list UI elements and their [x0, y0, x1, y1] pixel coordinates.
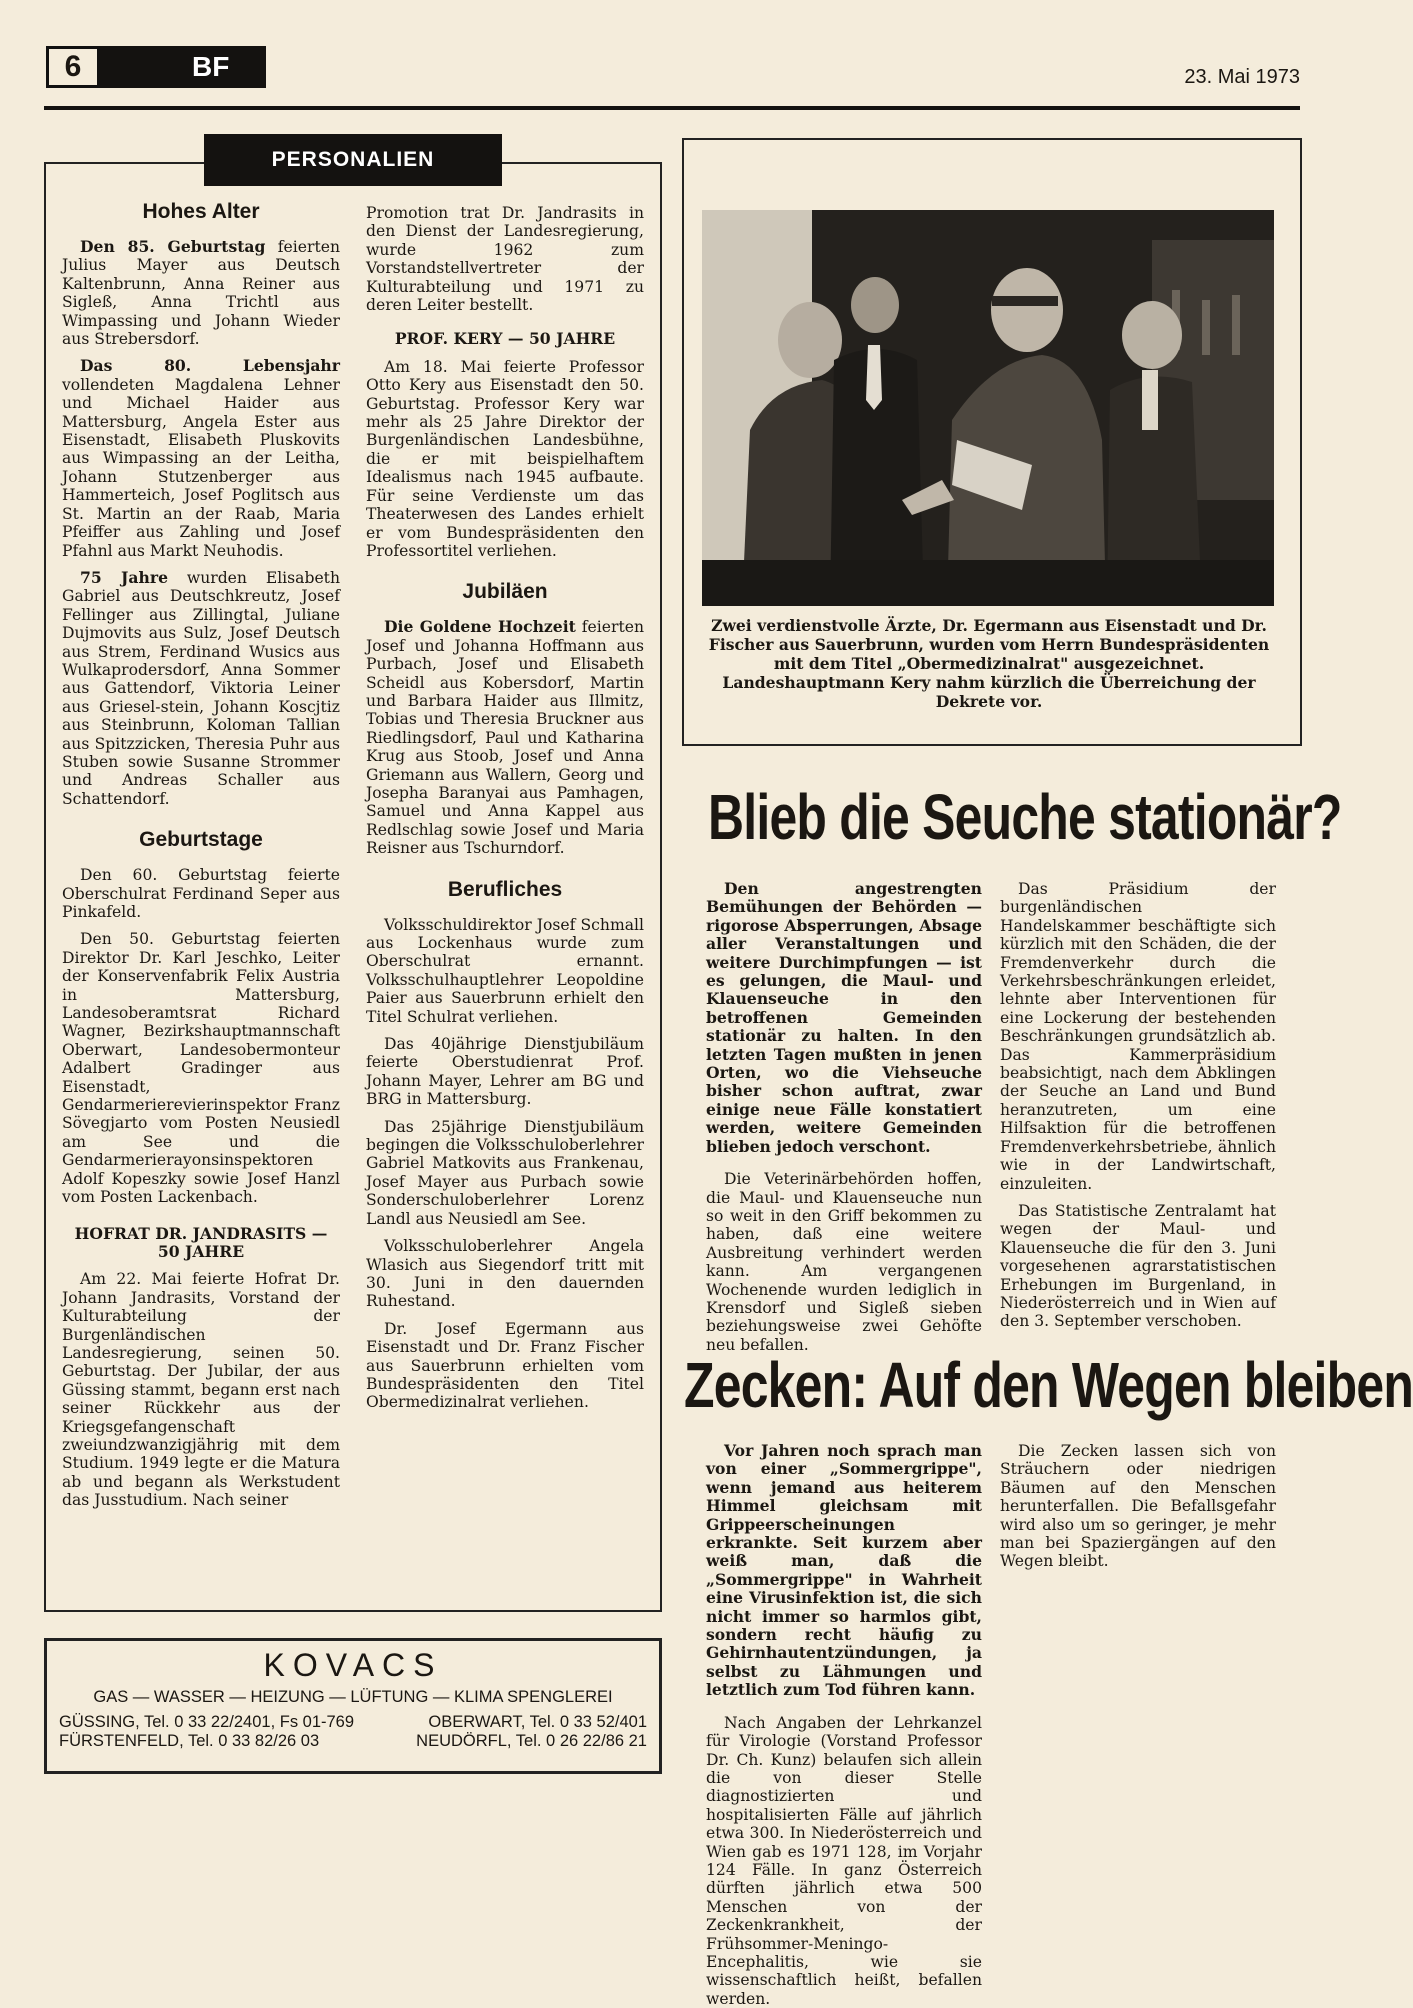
paragraph: Den 85. Geburtstag feierten Julius Mayer aus Deutsch Kaltenbrunn, Anna Reiner aus Sigleß, Anna Trichtl aus Wimpassing und Johann Wieder aus Strebersdorf. — [62, 237, 340, 349]
paragraph: Am 22. Mai feierte Hofrat Dr. Johann Jandrasits, Vorstand der Kulturabteilung der Burgenländischen Landesregierung, seinen 50. Geburtstag. Der Jubilar, der aus Güssing stammt, begann erst nach seiner Rückkehr aus der Kriegsgefangenschaft zweiundzwanzigjährig mit dem Studium. 1949 legte er die Matura ab und begann als Werkstudent das Jusstudium. Nach seiner — [62, 1270, 340, 1510]
zecken-column-2 — [1000, 1442, 1276, 1571]
paragraph: Am 18. Mai feierte Professor Otto Kery aus Eisenstadt den 50. Geburtstag. Professor Kery war mehr als 25 Jahre Direktor der Burgenländischen Landesbühne, die er mit beispielhaftem Idealismus nach 1945 aufbaute. Für seine Verdienste um das Theaterwesen des Landes erhielt er vom Bundespräsidenten den Professortitel verliehen. — [366, 357, 644, 560]
paragraph: Den 50. Geburtstag feierten Direktor Dr. Karl Jeschko, Leiter der Konservenfabrik Felix Austria in Mattersburg, Landesoberamtsrat Richard Wagner, Bezirkshauptmannschaft Oberwart, Landesobermonteur Adalbert Gradinger aus Eisenstadt, Gendarmerierevierinspektor Franz Sövegjarto vom Posten Neusiedl am See und die Gendarmerierayonsinspektoren Adolf Kopeszky sowie Josef Hanzl vom Posten Lackenbach. — [62, 930, 340, 1207]
seuche-column-2 — [1000, 880, 1276, 1331]
kovacs-ad — [44, 1638, 662, 1774]
paragraph: Das 40jährige Dienstjubiläum feierte Oberstudienrat Prof. Johann Mayer, Lehrer am BG und BRG in Mattersburg. — [366, 1035, 644, 1109]
heading-berufliches: Berufliches — [447, 877, 563, 901]
paragraph: Die Zecken lassen sich von Sträuchern oder niedrigen Bäumen auf den Menschen herunterfallen. Die Befallsgefahr wird also um so geringer, je mehr man bei Spaziergängen auf den Wegen bleibt. — [1000, 1442, 1276, 1571]
zecken-column-1 — [706, 1442, 982, 2008]
paragraph: Das Präsidium der burgenländischen Handelskammer beschäftigte sich kürzlich mit den Schäden, die der Fremdenverkehr durch die Verkehrsbeschränkungen erleidet, lehnte aber Interventionen für eine Lockerung der bestehenden Beschränkungen grundsätzlich ab. Das Kammerpräsidium beabsichtigt, nach dem Abklingen der Seuche an Land und Bund heranzutreten, um eine Hilfsaktion für die betroffenen Fremdenverkehrsbetriebe, ähnlich wie in der Landwirtschaft, einzuleiten. — [1000, 880, 1276, 1193]
seuche-headline: Blieb die Seuche stationär? — [708, 781, 1342, 853]
heading-jandrasits: HOFRAT DR. JANDRASITS — 50 JAHRE — [74, 1223, 328, 1261]
heading-jubilaeen: Jubiläen — [462, 580, 548, 604]
personalien-column-2 — [366, 204, 644, 1412]
heading-hohes-alter: Hohes Alter — [142, 200, 260, 223]
paragraph: Den 60. Geburtstag feierte Oberschulrat Ferdinand Seper aus Pinkafeld. — [62, 866, 340, 921]
zecken-lead: Vor Jahren noch sprach man von einer „Sommergrippe", wenn jemand aus heiterem Himmel gleichsam mit Grippeerscheinungen erkrankte. Seit kurzem aber weiß man, daß die „Sommergrippe" in Wahrheit eine Virusinfektion ist, die sich nicht immer so harmlos gibt, sondern recht häufig zu Gehirnhautentzündungen, ja selbst zu Lähmungen und letztlich zum Tod führen kann. — [706, 1441, 982, 1700]
seuche-lead: Den angestrengten Bemühungen der Behörden — rigorose Absperrungen, Absage aller Veranstaltungen und weitere Durchimpfungen — ist es gelungen, die Maul- und Klauenseuche in den betroffenen Gemeinden stationär zu halten. In den letzten Tagen mußten in jenen Orten, wo die Viehseuche bisher schon auftrat, zwar einige neue Fälle konstatiert werden, weitere Gemeinden blieben jedoch verschont. — [706, 879, 982, 1156]
ad-services: GAS — WASSER — HEIZUNG — LÜFTUNG — KLIMA SPENGLEREI — [93, 1688, 613, 1706]
ad-line-1 — [47, 1713, 659, 1732]
header-rule — [44, 106, 1300, 110]
photo-caption: Zwei verdienstvolle Ärzte, Dr. Egermann aus Eisenstadt und Dr. Fischer aus Sauerbrunn, wurden vom Herrn Bundespräsidenten mit dem Titel „Obermedizinalrat" ausgezeichnet. Landeshauptmann Kery nahm kürzlich die Überreichung der Dekrete vor. — [708, 616, 1270, 711]
paragraph: 75 Jahre wurden Elisabeth Gabriel aus Deutschkreutz, Josef Fellinger aus Zillingtal, Juliane Dujmovits aus Sulz, Josef Deutsch aus Strem, Ferdinand Wusics aus Wulkaprodersdorf, Anna Sommer aus Gattendorf, Viktoria Leiner aus Griesel-stein, Johann Koscjtiz aus Steinbrunn, Koloman Tallian aus Spitzzicken, Theresia Puhr aus Stuben sowie Susanne Strommer und Andreas Schaller aus Schattendorf. — [62, 567, 340, 808]
paragraph: Die Goldene Hochzeit feierten Josef und Johanna Hoffmann aus Purbach, Josef und Elisabeth Scheidl aus Kobersdorf, Martin und Barbara Haider aus Illmitz, Tobias und Theresia Bruckner aus Riedlingsdorf, Paul und Katharina Krug aus Stoob, Josef und Anna Griemann aus Wallern, Georg und Josepha Baranyai aus Pamhagen, Samuel und Anna Kappel aus Redlschlag sowie Josef und Maria Reisner aus Tschurndorf. — [366, 617, 644, 858]
ad-company-name: KOVACS — [263, 1647, 443, 1683]
paragraph: Das 80. Lebensjahr vollendeten Magdalena Lehner und Michael Haider aus Mattersburg, Angela Ester aus Eisenstadt, Elisabeth Pluskovits aus Wimpassing an der Leitha, Johann Stutzenberger aus Hammerteich, Josef Poglitsch aus St. Martin an der Raab, Maria Pfeiffer aus Zahling und Josef Pfahnl aus Markt Neuhodis. — [62, 356, 340, 560]
paragraph: Volksschuloberlehrer Angela Wlasich aus Siegendorf tritt mit 30. Juni in den dauernden Ruhestand. — [366, 1237, 644, 1311]
zecken-headline: Zecken: Auf den Wegen bleiben — [684, 1349, 1413, 1421]
photo-image — [702, 210, 1274, 606]
paragraph: Die Veterinärbehörden hoffen, die Maul- und Klauenseuche nun so weit in den Griff bekommen zu haben, daß eine weitere Ausbreitung verhindert werden kann. Am vergangenen Wochenende wurden lediglich in Krensdorf und Sigleß sieben beziehungsweise zwei Gehöfte neu befallen. — [706, 1170, 982, 1354]
photo-handshake — [702, 210, 1274, 606]
section-label: BF — [100, 46, 266, 88]
paragraph: Dr. Josef Egermann aus Eisenstadt und Dr. Franz Fischer aus Sauerbrunn erhielten vom Bundespräsidenten den Titel Obermedizinalrat verliehen. — [366, 1319, 644, 1412]
ad-guessing: GÜSSING, Tel. 0 33 22/2401, Fs 01-769 — [59, 1713, 355, 1731]
paragraph: Promotion trat Dr. Jandrasits in den Dienst der Landesregierung, wurde 1962 zum Vorstandstellvertreter der Kulturabteilung und 1971 zu deren Leiter bestellt. — [366, 204, 644, 315]
heading-geburtstage: Geburtstage — [139, 828, 263, 852]
ad-line-2 — [47, 1732, 659, 1751]
paragraph: Das 25jährige Dienstjubiläum begingen die Volksschuloberlehrer Gabriel Matkovits aus Frankenau, Josef Mayer aus Purbach sowie Sonderschuloberlehrer Lorenz Landl aus Neusiedl am See. — [366, 1117, 644, 1228]
paragraph: Nach Angaben der Lehrkanzel für Virologie (Vorstand Professor Dr. Ch. Kunz) belaufen sich allein die von dieser Stelle diagnostizierten und hospitalisierten Fälle auf jährlich etwa 300. In Niederösterreich und Wien gab es 1971 128, im Vorjahr 124 Fälle. In ganz Österreich dürften jährlich etwa 500 Menschen von der Zeckenkrankheit, der Frühsommer-Meningo-Encephalitis, wie sie wissenschaftlich heißt, befallen werden. — [706, 1713, 982, 2008]
seuche-column-1 — [706, 880, 982, 1354]
ad-neudoerfl: NEUDÖRFL, Tel. 0 26 22/86 21 — [416, 1732, 647, 1750]
ad-fuerstenfeld: FÜRSTENFELD, Tel. 0 33 82/26 03 — [59, 1732, 320, 1750]
heading-kery: PROF. KERY — 50 JAHRE — [394, 329, 616, 349]
issue-date: 23. Mai 1973 — [1184, 66, 1300, 88]
page-number: 6 — [46, 46, 100, 88]
paragraph: Das Statistische Zentralamt hat wegen der Maul- und Klauenseuche die für den 3. Juni vorgesehenen agrarstatistischen Erhebungen im Burgenland, in Niederösterreich und in Wien auf den 3. September verschoben. — [1000, 1201, 1276, 1331]
ad-oberwart: OBERWART, Tel. 0 33 52/401 — [428, 1713, 647, 1731]
personalien-title: PERSONALIEN — [204, 134, 502, 186]
personalien-column-1 — [62, 200, 340, 1510]
paragraph: Volksschuldirektor Josef Schmall aus Lockenhaus wurde zum Oberschulrat ernannt. Volksschulhauptlehrer Leopoldine Paier aus Sauerbrunn erhielt den Titel Schulrat verliehen. — [366, 915, 644, 1026]
